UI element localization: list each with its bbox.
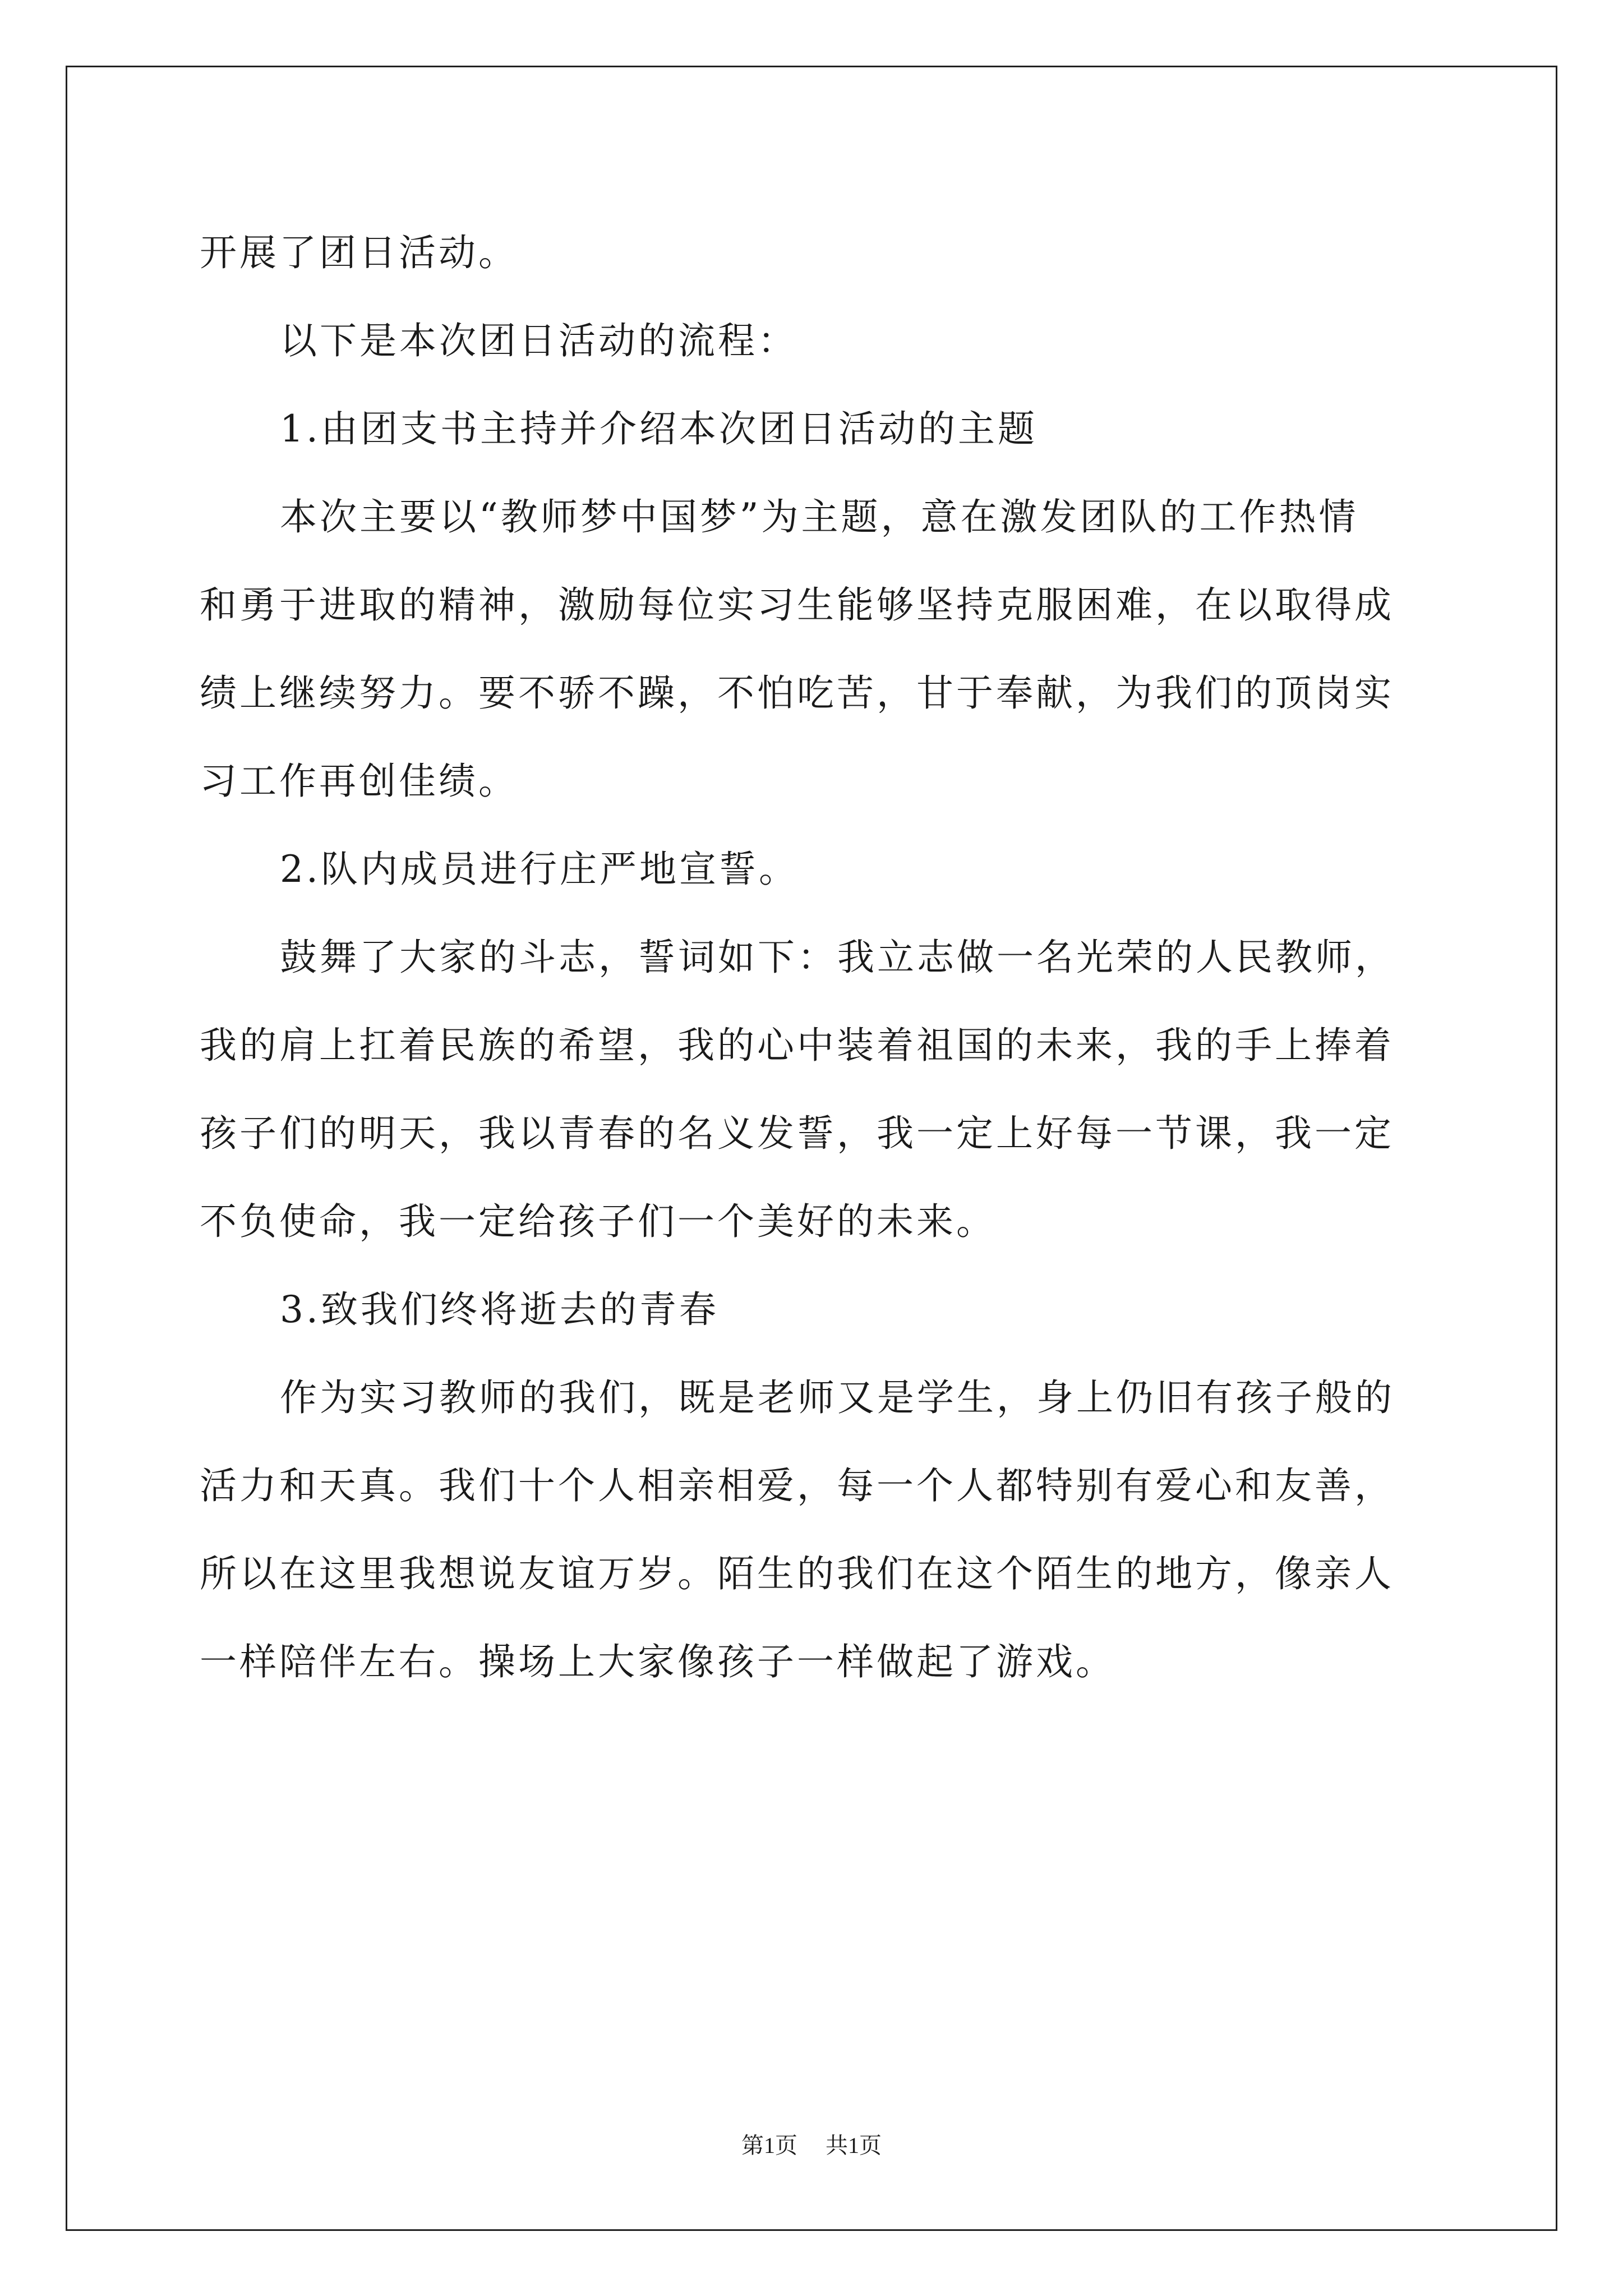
- line-12: 不负使命，我一定给孩子们一个美好的未来。: [200, 1200, 996, 1243]
- line-11: 孩子们的明天，我以青春的名义发誓，我一定上好每一节课，我一定: [200, 1112, 1394, 1155]
- line-8: 2.队内成员进行庄严地宣誓。: [280, 848, 799, 891]
- line-4: 本次主要以“教师梦中国梦”为主题，意在激发团队的工作热情: [280, 495, 1359, 539]
- line-13: 3.致我们终将逝去的青春: [280, 1288, 719, 1331]
- line-9: 鼓舞了大家的斗志，誓词如下：我立志做一名光荣的人民教师，: [280, 936, 1395, 979]
- line-16: 所以在这里我想说友谊万岁。陌生的我们在这个陌生的地方，像亲人: [200, 1552, 1394, 1595]
- line-14: 作为实习教师的我们，既是老师又是学生，身上仍旧有孩子般的: [280, 1376, 1395, 1419]
- line-17: 一样陪伴左右。操场上大家像孩子一样做起了游戏。: [200, 1640, 1115, 1683]
- page-total: 共1页: [826, 2133, 882, 2158]
- line-15: 活力和天真。我们十个人相亲相爱，每一个人都特别有爱心和友善，: [200, 1464, 1394, 1507]
- line-1: 开展了团日活动。: [200, 231, 518, 274]
- document-body: [200, 209, 1433, 1706]
- line-2: 以下是本次团日活动的流程：: [280, 319, 797, 362]
- line-3: 1.由团支书主持并介绍本次团日活动的主题: [280, 407, 1038, 450]
- line-10: 我的肩上扛着民族的希望，我的心中装着祖国的未来，我的手上捧着: [200, 1024, 1394, 1067]
- page-footer: [0, 2129, 1623, 2162]
- page-number: 第1页: [741, 2133, 797, 2158]
- line-6: 绩上继续努力。要不骄不躁，不怕吃苦，甘于奉献，为我们的顶岗实: [200, 671, 1394, 715]
- line-7: 习工作再创佳绩。: [200, 760, 518, 803]
- line-5: 和勇于进取的精神，激励每位实习生能够坚持克服困难，在以取得成: [200, 583, 1394, 627]
